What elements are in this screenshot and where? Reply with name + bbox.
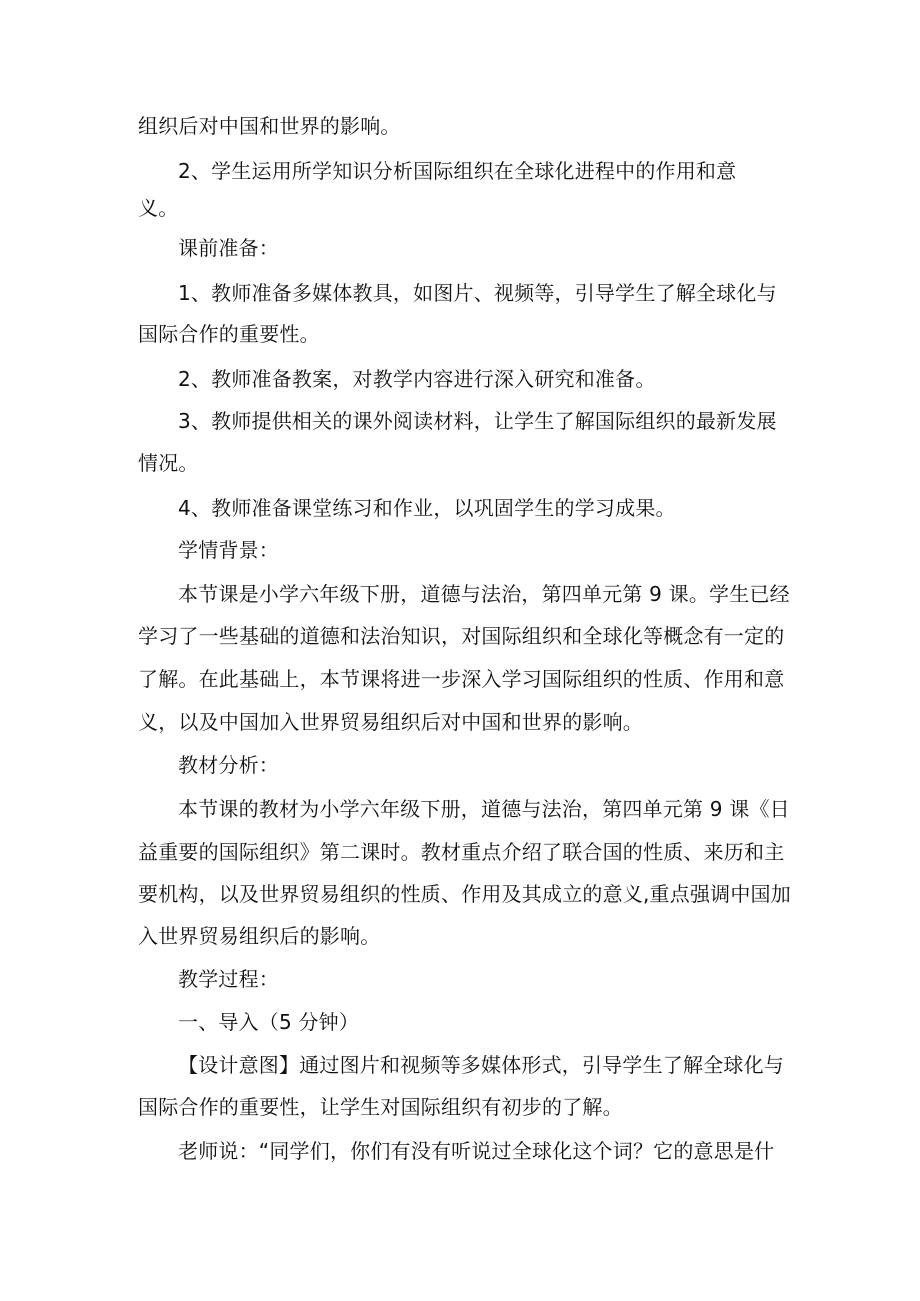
- text-line: 义，以及中国加入世界贸易组织后对中国和世界的影响。: [138, 710, 643, 734]
- text-line: 1、教师准备多媒体教具，如图片、视频等，引导学生了解全球化与: [178, 281, 777, 305]
- section-heading: 学情背景：: [178, 538, 279, 562]
- text-line: 情况。: [138, 451, 199, 475]
- text-line: 2、学生运用所学知识分析国际组织在全球化进程中的作用和意: [178, 159, 737, 183]
- text-line: 了解。在此基础上，本节课将进一步深入学习国际组织的性质、作用和意: [138, 667, 785, 691]
- text-line: 义。: [138, 196, 179, 220]
- text-line: 要机构，以及世界贸易组织的性质、作用及其成立的意义,重点强调中国加: [138, 882, 791, 906]
- text-line: 国际合作的重要性。: [138, 322, 320, 346]
- text-line: 本节课的教材为小学六年级下册，道德与法治，第四单元第 9 课《日: [178, 797, 790, 821]
- text-line: 本节课是小学六年级下册，道德与法治，第四单元第 9 课。学生已经: [178, 582, 790, 606]
- subsection-heading: 一、导入（5 分钟）: [178, 1010, 360, 1034]
- section-heading: 教学过程：: [178, 967, 279, 991]
- text-line: 4、教师准备课堂练习和作业，以巩固学生的学习成果。: [178, 496, 676, 520]
- text-line: 入世界贸易组织后的影响。: [138, 924, 381, 948]
- section-heading: 教材分析：: [178, 753, 279, 777]
- text-line: 老师说：“同学们，你们有没有听说过全球化这个词？它的意思是什: [178, 1139, 775, 1163]
- text-line: 【设计意图】通过图片和视频等多媒体形式，引导学生了解全球化与: [178, 1053, 784, 1077]
- text-line: 组织后对中国和世界的影响。: [138, 114, 401, 138]
- section-heading: 课前准备：: [178, 236, 279, 260]
- text-line: 学习了一些基础的道德和法治知识，对国际组织和全球化等概念有一定的: [138, 624, 785, 648]
- text-line: 3、教师提供相关的课外阅读材料，让学生了解国际组织的最新发展: [178, 409, 777, 433]
- text-line: 益重要的国际组织》第二课时。教材重点介绍了联合国的性质、来历和主: [138, 840, 785, 864]
- text-line: 2、教师准备教案，对教学内容进行深入研究和准备。: [178, 367, 656, 391]
- text-line: 国际合作的重要性，让学生对国际组织有初步的了解。: [138, 1095, 623, 1119]
